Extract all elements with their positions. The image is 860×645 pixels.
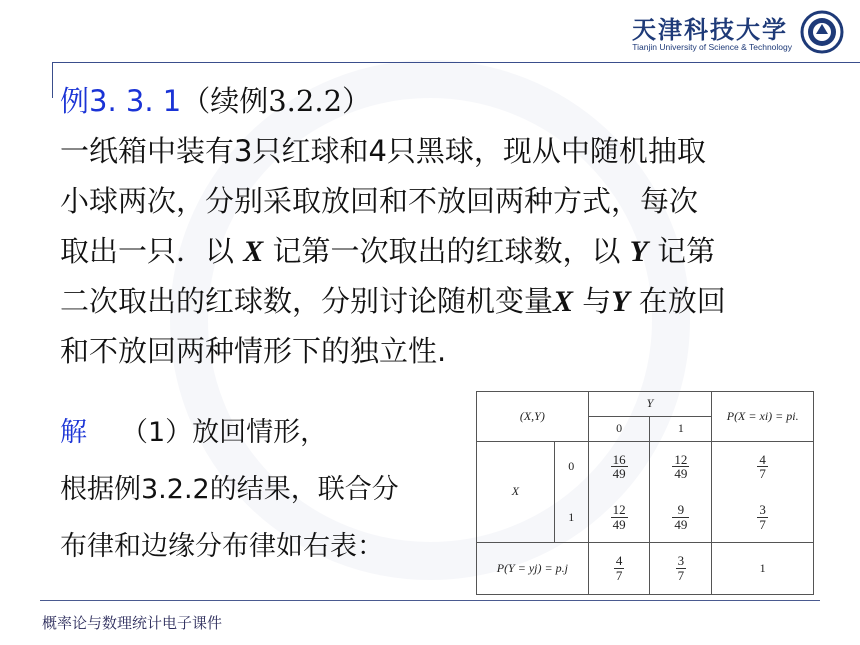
numerator: 16 (612, 451, 626, 467)
denominator: 7 (759, 516, 766, 532)
table-x-value: 1 (554, 492, 588, 543)
solution-case: （1）放回情形， (121, 417, 328, 448)
line4-text-a: 二次取出的红球数，分别讨论随机变量 (60, 284, 554, 318)
numerator: 3 (759, 501, 766, 517)
solution-line-2: 根据例3.2.2的结果，联合分 (60, 474, 399, 505)
table-y-marginal-cell (650, 543, 712, 595)
course-footer: 概率论与数理统计电子课件 (42, 614, 223, 632)
denominator: 49 (674, 516, 688, 532)
solution-line-1 (60, 404, 480, 461)
table-x-marginal-cell (712, 492, 814, 543)
problem-line-3 (60, 226, 840, 276)
header-rule (52, 62, 860, 63)
university-emblem-icon (800, 10, 844, 54)
joint-distribution-table (476, 391, 814, 595)
solution-label: 解 (60, 417, 87, 448)
variable-y: Y (629, 235, 648, 268)
problem-line-4 (60, 276, 840, 326)
table-cell (650, 441, 712, 492)
denominator: 7 (615, 568, 623, 584)
table-y-value: 0 (588, 416, 650, 441)
continuation-note: （续例3.2.2） (181, 84, 372, 118)
problem-title-line (60, 76, 840, 126)
denominator: 7 (759, 466, 766, 482)
table-corner-header: (X,Y) (477, 392, 589, 442)
line3-text-c: 记第 (648, 234, 716, 268)
numerator: 9 (672, 503, 689, 518)
table-y-marginal-header: P(Y = yj) = p.j (477, 543, 589, 595)
numerator: 12 (674, 451, 688, 467)
table-x-header: X (477, 441, 555, 543)
logo-chinese-name: 天津科技大学 (632, 15, 788, 44)
denominator: 49 (674, 466, 688, 482)
solution-block (60, 404, 480, 575)
header-bracket (52, 62, 53, 98)
denominator: 7 (677, 568, 685, 584)
table-x-marginal-header: P(X = xi) = pi. (712, 392, 814, 442)
line4-text-c: 在放回 (629, 284, 726, 318)
line3-text-b: 记第一次取出的红球数，以 (263, 234, 630, 268)
table-x-marginal-cell (712, 441, 814, 492)
denominator: 49 (612, 466, 626, 482)
numerator: 3 (677, 553, 685, 569)
denominator: 49 (612, 516, 626, 532)
table-cell (588, 492, 650, 543)
table-y-value: 1 (650, 416, 712, 441)
problem-statement (60, 76, 840, 376)
solution-line-3: 布律和边缘分布律如右表： (60, 531, 384, 562)
variable-x: X (243, 235, 264, 268)
line4-text-b: 与 (573, 284, 612, 318)
numerator: 12 (612, 501, 626, 517)
table-total-cell: 1 (712, 543, 814, 595)
line3-text-a: 取出一只．以 (60, 234, 244, 268)
problem-line-2: 小球两次，分别采取放回和不放回两种方式，每次 (60, 184, 699, 218)
logo-english-name: Tianjin University of Science & Technology (632, 42, 792, 52)
footer-rule (40, 600, 820, 601)
numerator: 4 (759, 451, 766, 467)
table-y-marginal-cell (588, 543, 650, 595)
variable-y: Y (611, 285, 630, 318)
example-label: 例3. 3. 1 (60, 84, 182, 118)
table-x-value: 0 (554, 441, 588, 492)
university-logo (544, 8, 844, 58)
variable-x: X (553, 285, 574, 318)
problem-line-5: 和不放回两种情形下的独立性. (60, 334, 447, 368)
table-cell (588, 441, 650, 492)
table-cell (650, 492, 712, 543)
numerator: 4 (615, 553, 623, 569)
problem-line-1: 一纸箱中装有3只红球和4只黑球，现从中随机抽取 (60, 134, 706, 168)
table-y-header: Y (588, 392, 712, 417)
